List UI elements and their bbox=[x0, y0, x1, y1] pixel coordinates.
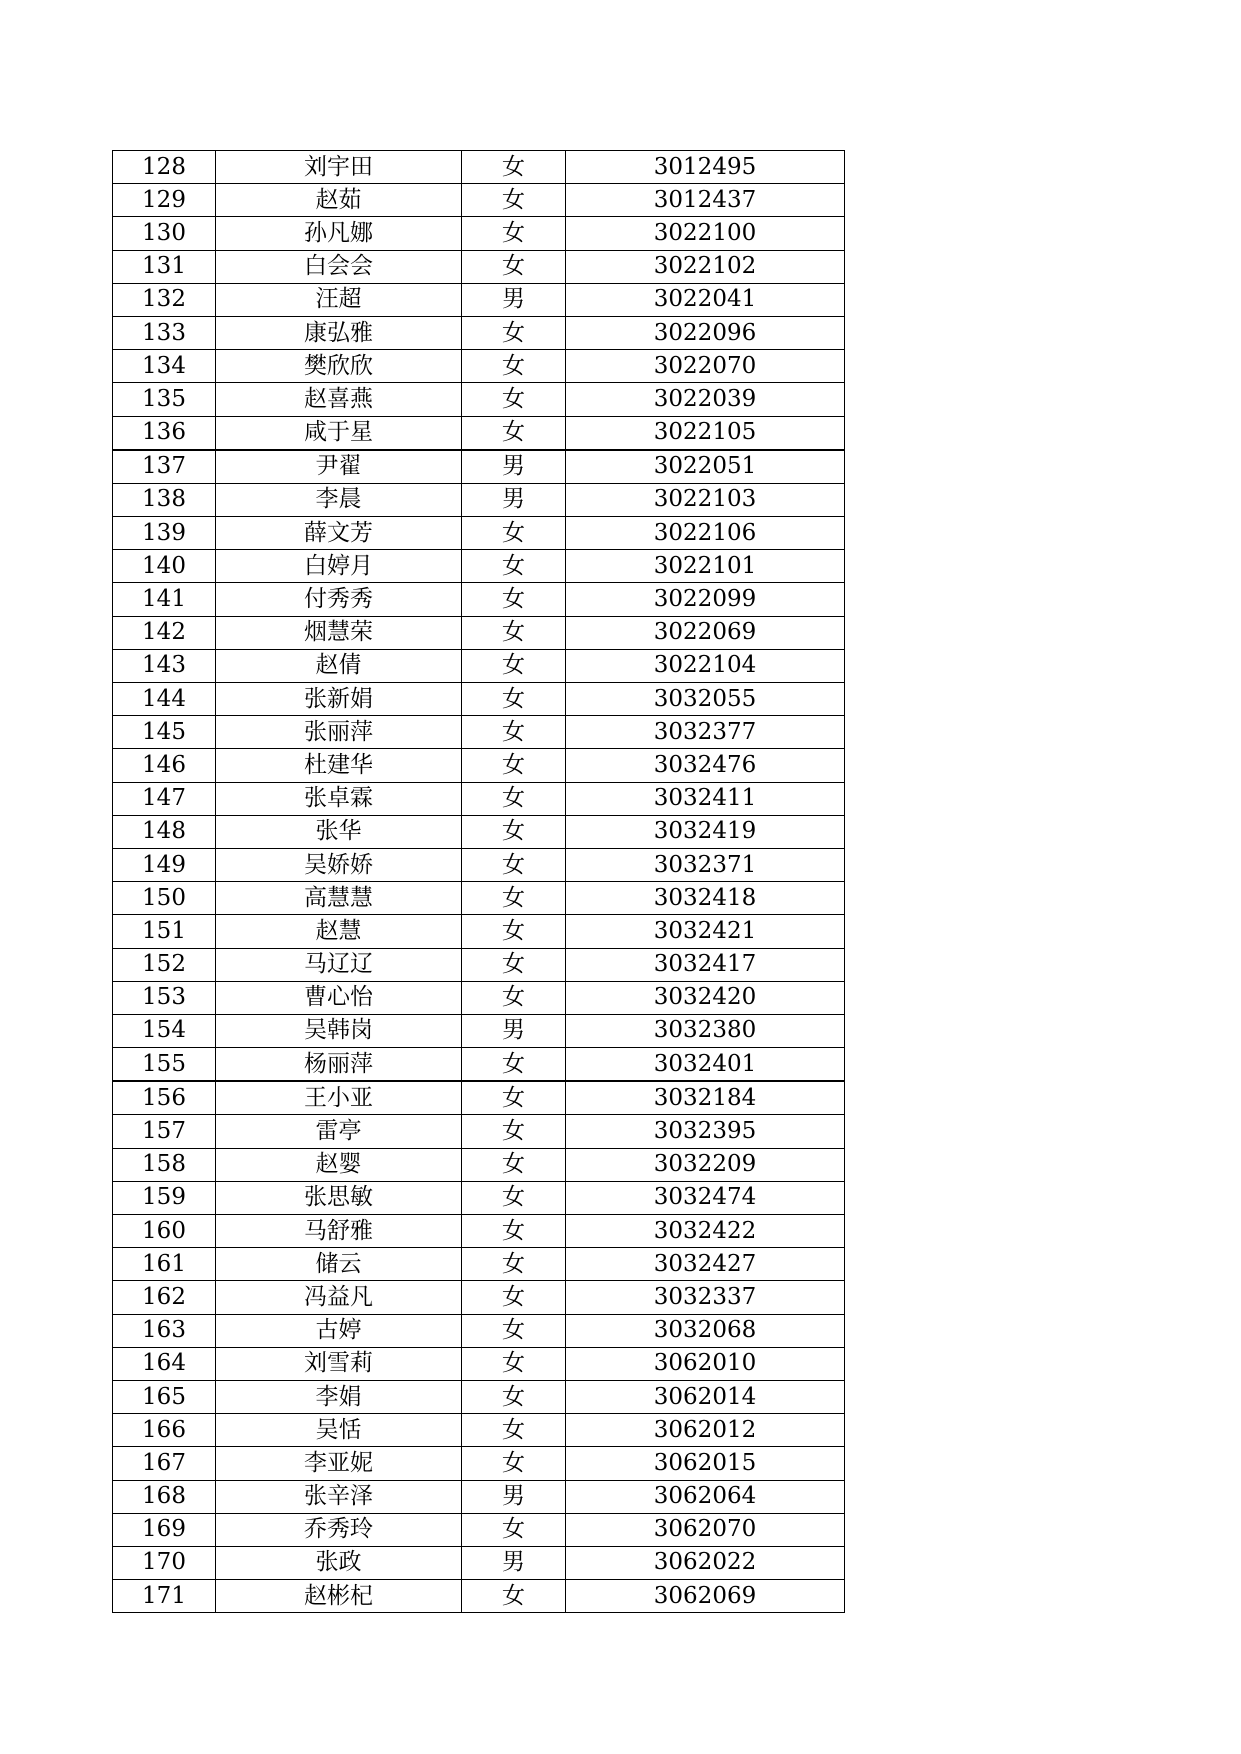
student-name-cell: 杜建华 bbox=[216, 749, 462, 782]
student-id-cell: 3022051 bbox=[566, 450, 845, 484]
student-name-cell: 白婷月 bbox=[216, 550, 462, 583]
student-name-cell: 李晨 bbox=[216, 483, 462, 516]
gender-cell: 女 bbox=[462, 250, 566, 283]
table-row bbox=[113, 217, 845, 250]
gender-cell: 男 bbox=[462, 483, 566, 516]
table-row bbox=[113, 1513, 845, 1546]
table-row bbox=[113, 882, 845, 915]
gender-cell: 女 bbox=[462, 316, 566, 349]
student-name-cell: 汪超 bbox=[216, 283, 462, 316]
gender-cell: 女 bbox=[462, 948, 566, 981]
student-id-cell: 3062022 bbox=[566, 1546, 845, 1579]
row-number-cell: 136 bbox=[113, 416, 216, 450]
row-number-cell: 132 bbox=[113, 283, 216, 316]
row-number-cell: 140 bbox=[113, 550, 216, 583]
student-name-cell: 马舒雅 bbox=[216, 1215, 462, 1248]
student-id-cell: 3012437 bbox=[566, 184, 845, 217]
student-id-cell: 3022104 bbox=[566, 649, 845, 682]
table-row bbox=[113, 1215, 845, 1248]
row-number-cell: 150 bbox=[113, 882, 216, 915]
row-number-cell: 134 bbox=[113, 350, 216, 383]
student-name-cell: 白会会 bbox=[216, 250, 462, 283]
student-id-cell: 3032068 bbox=[566, 1314, 845, 1347]
student-name-cell: 储云 bbox=[216, 1248, 462, 1281]
student-id-cell: 3032420 bbox=[566, 981, 845, 1014]
row-number-cell: 131 bbox=[113, 250, 216, 283]
student-id-cell: 3022102 bbox=[566, 250, 845, 283]
student-id-cell: 3022041 bbox=[566, 283, 845, 316]
row-number-cell: 161 bbox=[113, 1248, 216, 1281]
gender-cell: 女 bbox=[462, 550, 566, 583]
student-id-cell: 3032419 bbox=[566, 815, 845, 848]
student-id-cell: 3022099 bbox=[566, 583, 845, 616]
student-id-cell: 3032476 bbox=[566, 749, 845, 782]
student-name-cell: 乔秀玲 bbox=[216, 1513, 462, 1546]
table-row bbox=[113, 1248, 845, 1281]
gender-cell: 女 bbox=[462, 1048, 566, 1082]
table-row bbox=[113, 1014, 845, 1047]
row-number-cell: 170 bbox=[113, 1546, 216, 1579]
row-number-cell: 152 bbox=[113, 948, 216, 981]
row-number-cell: 171 bbox=[113, 1580, 216, 1613]
student-id-cell: 3062064 bbox=[566, 1480, 845, 1513]
student-name-cell: 李亚妮 bbox=[216, 1447, 462, 1480]
row-number-cell: 155 bbox=[113, 1048, 216, 1082]
student-name-cell: 康弘雅 bbox=[216, 316, 462, 349]
row-number-cell: 158 bbox=[113, 1148, 216, 1181]
row-number-cell: 138 bbox=[113, 483, 216, 516]
student-id-cell: 3032427 bbox=[566, 1248, 845, 1281]
student-roster-table bbox=[112, 150, 845, 1613]
gender-cell: 男 bbox=[462, 450, 566, 484]
table-row bbox=[113, 1148, 845, 1181]
gender-cell: 男 bbox=[462, 283, 566, 316]
table-row bbox=[113, 1347, 845, 1380]
student-id-cell: 3062070 bbox=[566, 1513, 845, 1546]
table-row bbox=[113, 151, 845, 184]
row-number-cell: 137 bbox=[113, 450, 216, 484]
gender-cell: 女 bbox=[462, 1380, 566, 1413]
gender-cell: 女 bbox=[462, 1314, 566, 1347]
gender-cell: 女 bbox=[462, 383, 566, 416]
student-name-cell: 赵喜燕 bbox=[216, 383, 462, 416]
student-name-cell: 张丽萍 bbox=[216, 716, 462, 749]
student-name-cell: 张卓霖 bbox=[216, 782, 462, 815]
student-id-cell: 3022105 bbox=[566, 416, 845, 450]
student-name-cell: 吴韩岗 bbox=[216, 1014, 462, 1047]
gender-cell: 女 bbox=[462, 749, 566, 782]
gender-cell: 女 bbox=[462, 882, 566, 915]
student-id-cell: 3032371 bbox=[566, 848, 845, 881]
roster-body bbox=[113, 151, 845, 1613]
table-row bbox=[113, 782, 845, 815]
student-name-cell: 尹翟 bbox=[216, 450, 462, 484]
table-row bbox=[113, 1380, 845, 1413]
gender-cell: 女 bbox=[462, 683, 566, 716]
student-name-cell: 刘宇田 bbox=[216, 151, 462, 184]
student-id-cell: 3062069 bbox=[566, 1580, 845, 1613]
table-row bbox=[113, 616, 845, 649]
student-name-cell: 张华 bbox=[216, 815, 462, 848]
gender-cell: 女 bbox=[462, 1347, 566, 1380]
student-id-cell: 3032395 bbox=[566, 1115, 845, 1148]
student-name-cell: 王小亚 bbox=[216, 1081, 462, 1115]
table-row bbox=[113, 683, 845, 716]
student-name-cell: 曹心怡 bbox=[216, 981, 462, 1014]
table-row bbox=[113, 1048, 845, 1082]
student-id-cell: 3032209 bbox=[566, 1148, 845, 1181]
table-row bbox=[113, 1480, 845, 1513]
table-row bbox=[113, 981, 845, 1014]
student-name-cell: 马辽辽 bbox=[216, 948, 462, 981]
row-number-cell: 133 bbox=[113, 316, 216, 349]
student-name-cell: 张政 bbox=[216, 1546, 462, 1579]
row-number-cell: 162 bbox=[113, 1281, 216, 1314]
student-id-cell: 3022096 bbox=[566, 316, 845, 349]
table-row bbox=[113, 1081, 845, 1115]
gender-cell: 男 bbox=[462, 1480, 566, 1513]
student-id-cell: 3032380 bbox=[566, 1014, 845, 1047]
student-id-cell: 3032417 bbox=[566, 948, 845, 981]
row-number-cell: 139 bbox=[113, 517, 216, 550]
gender-cell: 女 bbox=[462, 915, 566, 948]
row-number-cell: 157 bbox=[113, 1115, 216, 1148]
table-row bbox=[113, 1115, 845, 1148]
student-id-cell: 3032377 bbox=[566, 716, 845, 749]
table-row bbox=[113, 1546, 845, 1579]
table-row bbox=[113, 716, 845, 749]
gender-cell: 女 bbox=[462, 583, 566, 616]
table-row bbox=[113, 250, 845, 283]
row-number-cell: 169 bbox=[113, 1513, 216, 1546]
student-id-cell: 3032474 bbox=[566, 1181, 845, 1214]
table-row bbox=[113, 1281, 845, 1314]
gender-cell: 女 bbox=[462, 782, 566, 815]
student-name-cell: 付秀秀 bbox=[216, 583, 462, 616]
table-row bbox=[113, 1447, 845, 1480]
row-number-cell: 160 bbox=[113, 1215, 216, 1248]
student-name-cell: 薛文芳 bbox=[216, 517, 462, 550]
student-name-cell: 古婷 bbox=[216, 1314, 462, 1347]
student-name-cell: 赵婴 bbox=[216, 1148, 462, 1181]
student-name-cell: 刘雪莉 bbox=[216, 1347, 462, 1380]
gender-cell: 男 bbox=[462, 1546, 566, 1579]
row-number-cell: 141 bbox=[113, 583, 216, 616]
gender-cell: 女 bbox=[462, 350, 566, 383]
gender-cell: 女 bbox=[462, 1148, 566, 1181]
table-row bbox=[113, 1181, 845, 1214]
gender-cell: 女 bbox=[462, 848, 566, 881]
gender-cell: 女 bbox=[462, 517, 566, 550]
gender-cell: 男 bbox=[462, 1014, 566, 1047]
gender-cell: 女 bbox=[462, 1215, 566, 1248]
row-number-cell: 167 bbox=[113, 1447, 216, 1480]
student-name-cell: 樊欣欣 bbox=[216, 350, 462, 383]
gender-cell: 女 bbox=[462, 1081, 566, 1115]
table-row bbox=[113, 184, 845, 217]
row-number-cell: 135 bbox=[113, 383, 216, 416]
gender-cell: 女 bbox=[462, 1580, 566, 1613]
row-number-cell: 164 bbox=[113, 1347, 216, 1380]
student-name-cell: 吴恬 bbox=[216, 1414, 462, 1447]
gender-cell: 女 bbox=[462, 1447, 566, 1480]
student-id-cell: 3032422 bbox=[566, 1215, 845, 1248]
gender-cell: 女 bbox=[462, 1414, 566, 1447]
student-name-cell: 赵彬杞 bbox=[216, 1580, 462, 1613]
table-row bbox=[113, 1414, 845, 1447]
student-name-cell: 张辛泽 bbox=[216, 1480, 462, 1513]
gender-cell: 女 bbox=[462, 1513, 566, 1546]
row-number-cell: 156 bbox=[113, 1081, 216, 1115]
row-number-cell: 142 bbox=[113, 616, 216, 649]
student-id-cell: 3032055 bbox=[566, 683, 845, 716]
student-name-cell: 赵茹 bbox=[216, 184, 462, 217]
student-name-cell: 赵倩 bbox=[216, 649, 462, 682]
student-name-cell: 吴娇娇 bbox=[216, 848, 462, 881]
student-id-cell: 3022069 bbox=[566, 616, 845, 649]
row-number-cell: 166 bbox=[113, 1414, 216, 1447]
student-id-cell: 3062010 bbox=[566, 1347, 845, 1380]
row-number-cell: 145 bbox=[113, 716, 216, 749]
student-id-cell: 3032184 bbox=[566, 1081, 845, 1115]
student-id-cell: 3022070 bbox=[566, 350, 845, 383]
student-id-cell: 3062015 bbox=[566, 1447, 845, 1480]
row-number-cell: 147 bbox=[113, 782, 216, 815]
table-row bbox=[113, 1580, 845, 1613]
student-id-cell: 3032421 bbox=[566, 915, 845, 948]
table-row bbox=[113, 450, 845, 484]
gender-cell: 女 bbox=[462, 1281, 566, 1314]
student-id-cell: 3032411 bbox=[566, 782, 845, 815]
gender-cell: 女 bbox=[462, 649, 566, 682]
student-name-cell: 冯益凡 bbox=[216, 1281, 462, 1314]
row-number-cell: 165 bbox=[113, 1380, 216, 1413]
student-name-cell: 雷亭 bbox=[216, 1115, 462, 1148]
gender-cell: 女 bbox=[462, 815, 566, 848]
gender-cell: 女 bbox=[462, 184, 566, 217]
row-number-cell: 146 bbox=[113, 749, 216, 782]
row-number-cell: 149 bbox=[113, 848, 216, 881]
gender-cell: 女 bbox=[462, 981, 566, 1014]
gender-cell: 女 bbox=[462, 1115, 566, 1148]
row-number-cell: 130 bbox=[113, 217, 216, 250]
student-name-cell: 烟慧荣 bbox=[216, 616, 462, 649]
row-number-cell: 163 bbox=[113, 1314, 216, 1347]
gender-cell: 女 bbox=[462, 1248, 566, 1281]
table-row bbox=[113, 915, 845, 948]
row-number-cell: 129 bbox=[113, 184, 216, 217]
table-row bbox=[113, 550, 845, 583]
row-number-cell: 168 bbox=[113, 1480, 216, 1513]
student-id-cell: 3022101 bbox=[566, 550, 845, 583]
table-row bbox=[113, 416, 845, 450]
student-name-cell: 杨丽萍 bbox=[216, 1048, 462, 1082]
student-name-cell: 张思敏 bbox=[216, 1181, 462, 1214]
row-number-cell: 143 bbox=[113, 649, 216, 682]
row-number-cell: 154 bbox=[113, 1014, 216, 1047]
table-row bbox=[113, 749, 845, 782]
row-number-cell: 128 bbox=[113, 151, 216, 184]
gender-cell: 女 bbox=[462, 1181, 566, 1214]
student-id-cell: 3022100 bbox=[566, 217, 845, 250]
student-name-cell: 孙凡娜 bbox=[216, 217, 462, 250]
table-row bbox=[113, 383, 845, 416]
table-row bbox=[113, 283, 845, 316]
student-name-cell: 张新娟 bbox=[216, 683, 462, 716]
gender-cell: 女 bbox=[462, 416, 566, 450]
row-number-cell: 159 bbox=[113, 1181, 216, 1214]
table-row bbox=[113, 848, 845, 881]
student-id-cell: 3032418 bbox=[566, 882, 845, 915]
table-row bbox=[113, 948, 845, 981]
row-number-cell: 153 bbox=[113, 981, 216, 1014]
row-number-cell: 148 bbox=[113, 815, 216, 848]
table-row bbox=[113, 316, 845, 349]
student-id-cell: 3022106 bbox=[566, 517, 845, 550]
row-number-cell: 151 bbox=[113, 915, 216, 948]
gender-cell: 女 bbox=[462, 716, 566, 749]
table-row bbox=[113, 649, 845, 682]
gender-cell: 女 bbox=[462, 217, 566, 250]
gender-cell: 女 bbox=[462, 616, 566, 649]
table-row bbox=[113, 517, 845, 550]
student-id-cell: 3032337 bbox=[566, 1281, 845, 1314]
student-name-cell: 高慧慧 bbox=[216, 882, 462, 915]
table-row bbox=[113, 1314, 845, 1347]
student-name-cell: 李娟 bbox=[216, 1380, 462, 1413]
table-row bbox=[113, 483, 845, 516]
gender-cell: 女 bbox=[462, 151, 566, 184]
student-id-cell: 3062012 bbox=[566, 1414, 845, 1447]
student-id-cell: 3012495 bbox=[566, 151, 845, 184]
table-row bbox=[113, 583, 845, 616]
student-id-cell: 3032401 bbox=[566, 1048, 845, 1082]
table-row bbox=[113, 350, 845, 383]
student-name-cell: 咸于星 bbox=[216, 416, 462, 450]
table-row bbox=[113, 815, 845, 848]
student-id-cell: 3022039 bbox=[566, 383, 845, 416]
row-number-cell: 144 bbox=[113, 683, 216, 716]
student-id-cell: 3022103 bbox=[566, 483, 845, 516]
student-id-cell: 3062014 bbox=[566, 1380, 845, 1413]
student-name-cell: 赵慧 bbox=[216, 915, 462, 948]
